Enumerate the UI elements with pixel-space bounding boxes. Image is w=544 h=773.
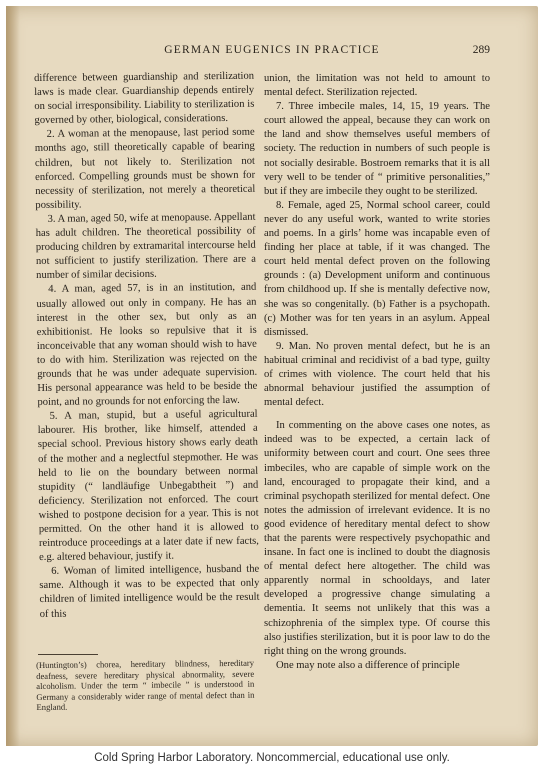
- commentary-paragraph: In commenting on the above cases one notes, as indeed was to be expected, a certain lack of uniformity between court and court. One sees three imbeciles, who are capable of simple work on the land, encouraged to propagate their kind, and a criminal psychopath sterilized for mental defect. One notes the admission of irrelevant evidence. It is no good evidence of hereditary mental defect to show that the parents were respectively psychopathic and insane. In fact one is inclined to doubt the diagnosis of mental defect here altogether. The child was apparently normal in schooldays, and later developed a progressive change simulating a dementia. It seems not unlikely that this was a schizophrenia of the simplex type. Of course this also justifies sterilization, but it is poor law to do the right thing on the wrong grounds.: [264, 420, 490, 657]
- page-number: 289: [472, 44, 490, 56]
- book-page: [6, 6, 538, 746]
- case-2-paragraph: 2. A woman at the menopause, last period some months ago, still theoretically capable of bearing children, but not likely to. Sterilization not enforced. Compelling grounds must be shown for necessity of sterilization, not merely a theoretical possibility.: [34, 127, 256, 211]
- credit-line: Cold Spring Harbor Laboratory. Noncommercial, educational use only.: [94, 752, 450, 764]
- case-7-paragraph: 7. Three imbecile males, 14, 15, 19 years. The court allowed the appeal, because they can work on the land and show themselves useful members of society. The reduction in numbers of such people is not socially desirable. Bostroem remarks that it is all very well to be tender of “ primitive personalities,” but if they are imbecile they ought to be sterilized.: [264, 101, 490, 197]
- footnote: [36, 658, 255, 713]
- case-6-continuation: union, the limitation was not held to amount to mental defect. Sterilization rejected.: [264, 73, 490, 99]
- right-column: [264, 72, 490, 673]
- left-column: [34, 70, 260, 622]
- page-spine-shadow: [6, 6, 20, 746]
- case-8-paragraph: 8. Female, aged 25, Normal school career, could never do any useful work, wanted to write stories and poems. In a girls’ home was incapable even of finding her place at table, if it was changed. The court held mental defect proven on the following grounds : (a) Development uniform and continuous from childhood up. If she is mentally defective now, she was so congenitally. (b) Father is a psychopath. (c) Mother was for ten years in an asylum. Appeal dismissed.: [264, 199, 490, 338]
- case-3-paragraph: 3. A man, aged 50, wife at menopause. Appellant has adult children. The theoretical possibility of producing children by extramarital intercourse held not sufficient to justify sterilization. There are a number of similar decisions.: [35, 211, 257, 282]
- closing-paragraph: One may note also a difference of principle: [276, 659, 460, 671]
- case-5-paragraph: 5. A man, stupid, but a useful agricultural labourer. His brother, like himself, attended a special school. Previous history shows early death of the mother and a neglectful stepmother. He was held to lie on the boundary between normal stupidity (“ landläufige Unbegabtheit ”) and deficiency. Sterilization not enforced. The court wished to postpone decision for a year. This is not permitted. On the other hand it is allowed to reintroduce proceedings at a later date if new facts, e.g. altered behaviour, justify it.: [37, 408, 259, 564]
- paragraph-continuation: difference between guardianship and sterilization laws is made clear. Guardianship depends entirely on social irresponsibility. Liability to sterilization is governed by other, biological, considerations.: [34, 70, 255, 127]
- running-title: GERMAN EUGENICS IN PRACTICE: [164, 44, 380, 56]
- footnote-rule: [38, 654, 98, 655]
- footnote-text: (Huntington’s) chorea, hereditary blindness, hereditary deafness, severe hereditary physical abnormality, severe alcoholism. Under the term “ imbecile ” is understood in Germany a considerably wider range of mental defect than in England.: [36, 657, 255, 713]
- case-4-paragraph: 4. A man, aged 57, is in an institution, and usually allowed out only in company. He has an interest in the other sex, but only as an exhibitionist. He looks so repulsive that it is inconceivable that any woman should wish to have to do with him. Sterilization was rejected on the grounds that he was under adequate supervision. His personal appearance was held to be beside the point, and no grounds for not enforcing the law.: [36, 282, 258, 409]
- case-9-paragraph: 9. Man. No proven mental defect, but he is an habitual criminal and recidivist of a bad type, guilty of crimes with violence. The court held that his abnormal behaviour justified the assumption of mental defect.: [264, 340, 490, 409]
- running-header: [6, 44, 538, 60]
- case-6-paragraph: 6. Woman of limited intelligence, husband the same. Although it was to be expected that only children of limited intelligence would be the result of this: [39, 563, 260, 620]
